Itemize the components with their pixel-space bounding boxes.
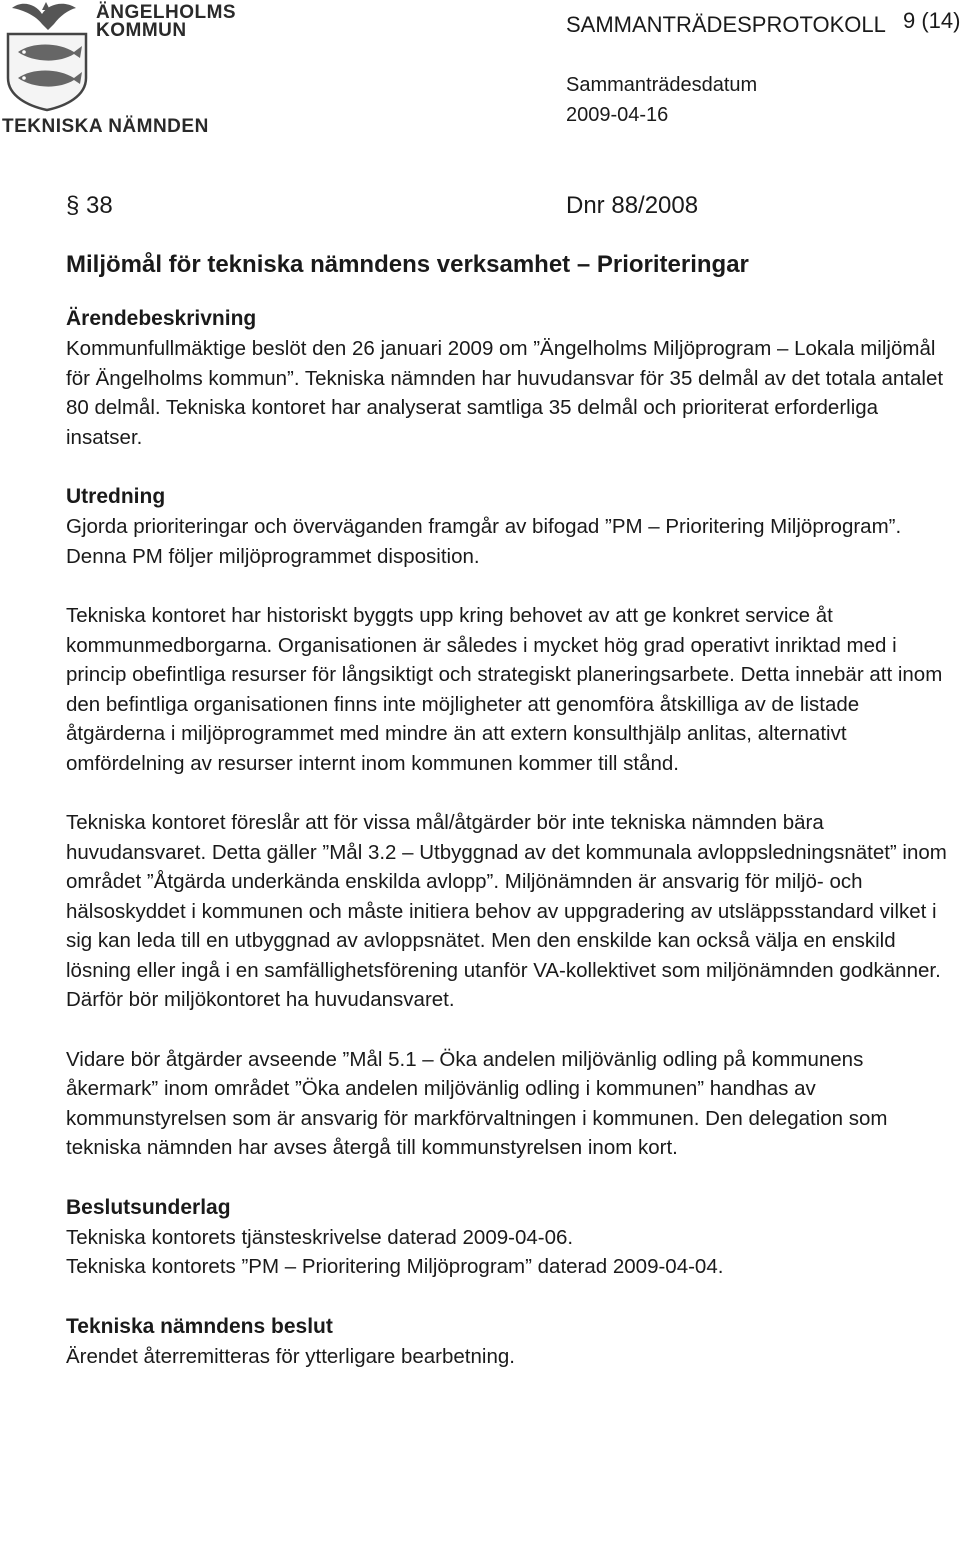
utredning-paragraph-4: Vidare bör åtgärder avseende ”Mål 5.1 – Öka andelen miljövänlig odling på kommunens åkermark” inom området ”Öka andelen miljövänlig odling i kommunen” handhas av kommunstyrelsen som är ansvarig för markförvaltningen i kommunen. Den delegation som tekniska nämnden har avses återgå till kommunstyrelsen inom kort. xyxy=(66,1047,888,1159)
utredning-paragraph-3: Tekniska kontoret föreslår att för vissa mål/åtgärder bör inte tekniska nämnden bära huvudansvaret. Detta gäller ”Mål 3.2 – Utbyggnad av det kommunala avloppsledningsnätet” inom området ”Åtgärda underkända enskilda avlopp”. Miljönämnden är ansvarig för miljö- och hälsoskyddet i kommunen och måste initiera behov av uppgradering av utsläppsstandard vilket i sig kan leda till en utbyggnad av avloppsnätet. Men den enskilde kan också välja en enskild lösning eller ingå i en samfällighetsförening utanför VA-kollektivet som miljönämnden godkänner. Därför bör miljökontoret ha huvudansvaret. xyxy=(66,811,947,1011)
page-number: 9 (14) xyxy=(903,8,960,33)
document-type-title: SAMMANTRÄDESPROTOKOLL xyxy=(566,12,886,37)
beslut-text: Ärendet återremitteras för ytterligare bearbetning. xyxy=(66,1344,515,1368)
beslutsunderlag-item-2: Tekniska kontorets ”PM – Prioritering Miljöprogram” daterad 2009-04-04. xyxy=(66,1255,724,1278)
logo-text-line1: ÄNGELHOLMS xyxy=(96,2,237,23)
protocol-body xyxy=(66,248,951,1371)
meeting-date-label: Sammanträdesdatum xyxy=(566,74,758,96)
logo-text-committee: TEKNISKA NÄMNDEN xyxy=(2,116,209,137)
section-heading-utredning: Utredning xyxy=(66,485,166,508)
section-heading-arendebeskrivning: Ärendebeskrivning xyxy=(66,307,257,330)
paragraph-number: § 38 xyxy=(66,192,113,219)
meeting-date: 2009-04-16 xyxy=(566,104,669,126)
diary-number: Dnr 88/2008 xyxy=(566,192,699,219)
arendebeskrivning-text: Kommunfullmäktige beslöt den 26 januari 2009 om ”Ängelholms Miljöprogram – Lokala miljömål för Ängelholms kommun”. Tekniska nämnden har huvudansvar för 35 delmål av det totala antalet 80 delmål. Tekniska kontoret har analyserat samtliga 35 delmål och prioriterat erforderliga insatser. xyxy=(66,337,944,449)
utredning-paragraph-1: Gjorda prioriteringar och överväganden framgår av bifogad ”PM – Prioritering Miljöprogram”. Denna PM följer miljöprogrammet disposition. xyxy=(66,515,902,568)
utredning-paragraph-2: Tekniska kontoret har historiskt byggts upp kring behovet av att ge konkret service åt kommunmedborgarna. Organisationen är således i mycket hög grad operativt inriktad med i princip obefintliga resurser för långsiktigt och strategiskt planeringsarbete. Detta innebär att inom den befintliga organisationen finns inte möjligheter att genomföra åtskilliga av de listade åtgärderna i miljöprogrammet med mindre än att extern konsulthjälp anlitas, alternativt omfördelning av resurser internt inom kommunen kommer till stånd. xyxy=(66,604,943,775)
section-heading-beslutsunderlag: Beslutsunderlag xyxy=(66,1195,231,1219)
page-title: Miljömål för tekniska nämndens verksamhet – Prioriteringar xyxy=(66,251,749,278)
section-heading-beslut: Tekniska nämndens beslut xyxy=(66,1314,333,1338)
beslutsunderlag-item-1: Tekniska kontorets tjänsteskrivelse daterad 2009-04-06. xyxy=(66,1225,574,1249)
logo-text-line2: KOMMUN xyxy=(96,20,187,41)
municipality-logo xyxy=(0,0,237,140)
coat-of-arms-icon xyxy=(2,0,94,112)
